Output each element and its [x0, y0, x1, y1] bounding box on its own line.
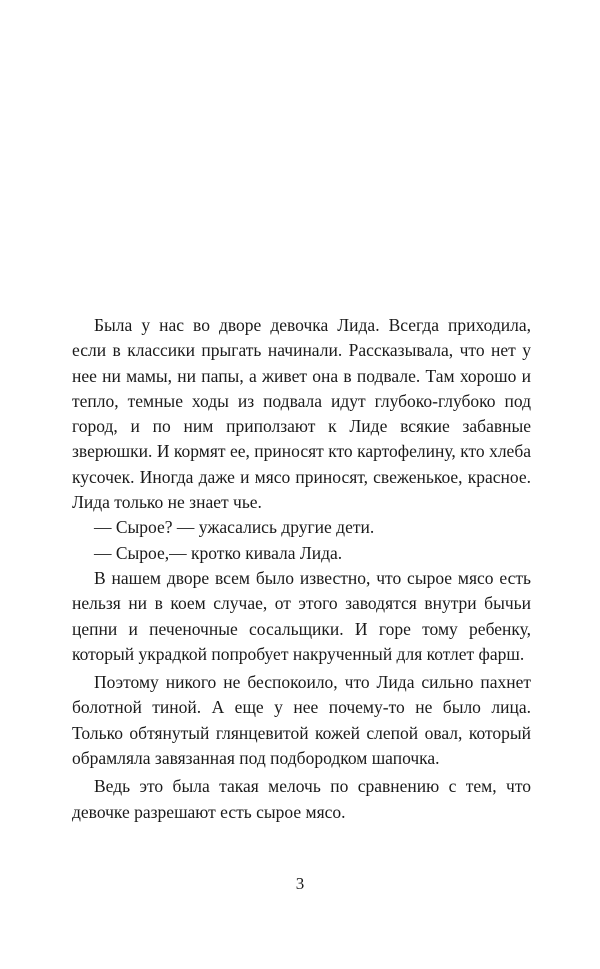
page-number: 3 [295, 874, 305, 893]
paragraph: Поэтому никого не беспокоило, что Лида сильно пахнет болотной тиной. А еще у нее почему-то не было лица. Только обтянутый глянцевитой кожей слепой овал, который обрамляла завязанная под подбородком шапочка. [72, 672, 531, 769]
paragraph: Была у нас во дворе девочка Лида. Всегда приходила, если в классики прыгать начинали. Рассказывала, что нет у нее ни мамы, ни папы, а живет она в подвале. Там хорошо и тепло, темные ходы из подвала идут глубоко-глубоко под город, и по ним приползают к Лиде всякие забавные зверюшки. И кормят ее, приносят кто картофелину, кто хлеба кусочек. Иногда даже и мясо приносят, свеженькое, красное. Лида только не знает чье. [72, 315, 531, 513]
dialogue-line: — Сырое,— кротко кивала Лида. [94, 542, 343, 563]
paragraph: В нашем дворе всем было известно, что сырое мясо есть нельзя ни в коем случае, от этого заводятся внутри бычьи цепни и печеночные сосальщики. И горе тому ребенку, который украдкой попробует накрученный для котлет фарш. [72, 567, 531, 664]
dialogue-line: — Сырое? — ужасались другие дети. [94, 517, 375, 538]
paragraph: Ведь это была такая мелочь по сравнению с тем, что девочке разрешают есть сырое мясо. [72, 776, 531, 822]
body-text [72, 313, 531, 825]
